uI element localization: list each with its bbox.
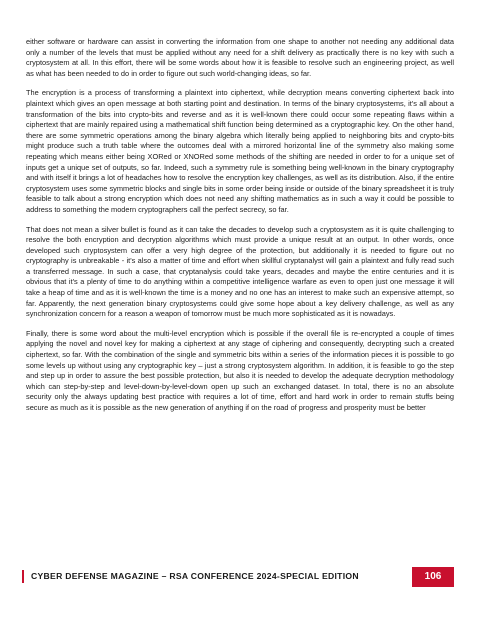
article-body [26, 37, 454, 423]
page-number: 106 [412, 567, 454, 587]
paragraph-4: Finally, there is some word about the multi-level encryption which is possible if the overall file is re-encrypted a couple of times applying the novel and novel key for making a ciphertext at any stage of ciphering and consequently, decrypting such a created ciphertext, so far. With the combination of the single and symmetric bits within a series of the information pieces it is possible to go some levels up without using any cryptographic key – just a strong cryptosystem algorithm. In addition, it is feasible to go the step and step up in order to assure the best possible protection, but also it is needed to develop the adequate decryption methodology which can step-by-step and level-down-by-level-down open up such an exchanged dataset. In total, there is no an absolute security only the always updating best practice with requires a lot of time, effort and hard work in order to remain stuffs being secure as much as it is possible as the new generation of anything if on the road of progress and prosperity must be better [26, 328, 454, 412]
paragraph-3: That does not mean a silver bullet is found as it can take the decades to develop such a cryptosystem as it is quite challenging to resolve the both encryption and decryption algorithms which must provide a unique result at an output. In other words, once developed such cryptosystem can offer a very high degree of the protection, but additionally it is needed to figure out no cryptography is unbreakable - it's also a matter of time and effort when skillful cryptanalyst will gain a plaintext and fully read such a transferred message. In such a case, that cryptanalysis could take years, decades and maybe the entire centuries and it is obvious that it's a plenty of time to do anything within a competitive intelligence warfare as even to open just one message it will take a heap of time and as it is well-known the time is a money and no one has an interest to make such an expensive attempt, so far. Apparently, the next generation binary cryptosystems could give some hope about a key delivery challenge, as well as any synchronization concern for a reason a weapon of tomorrow must be much more sophisticated as it is nowadays. [26, 224, 454, 319]
page-footer [22, 567, 454, 587]
paragraph-1: either software or hardware can assist in converting the information from one shape to another not needing any additional data only a number of the levels that must be applied without any need for a shift delivery as practically there is no key with such a cryptosystem at all. In this effort, there will be some words about how it is feasible to resolve such an engineering project, as well as what has been needed to do in order to figure out such world-changing ideas, so far. [26, 37, 454, 78]
footer-accent-bar [22, 570, 24, 583]
footer-publication-title: CYBER DEFENSE MAGAZINE – RSA CONFERENCE 2024-SPECIAL EDITION [31, 571, 359, 581]
paragraph-2: The encryption is a process of transforming a plaintext into ciphertext, while decryption means converting ciphertext back into plaintext which gives an open message at both starting point and destination. In terms of the binary cryptosystems, it's all about a transformation of the bits into crypto-bits and reverse and as it is well-known there could occur some repeating flaws within a ciphertext that are mainly repaired using a mathematical shift function being determined as a cryptographic key. On the other hand, there are some symmetric operations among the binary algebra which literally being applied to neighboring bits and crypto-bits might produce such a truth table where the outcomes deal with a mirrored horizontal line of the symmetry also making some repeating which means either being XORed or XNORed some methods of the shifting are needed in order to for a unique set of inputs get a unique set of outputs, so far. Indeed, such a symmetry rule is something being well-known in the binary cryptography and with itself it brings a lot of headaches how to resolve the encryption key challenges, as well as its distribution. Also, if the entire cryptosystem uses some symmetric blocks and single bits in some order being inside or outside of the binary spreadsheet it is truly feasible to talk about a strong encryption which does not need any shifting mathematics as in such a way it could be possible to address to something the modern cryptographers call the perfect secrecy, so far. [26, 88, 454, 214]
